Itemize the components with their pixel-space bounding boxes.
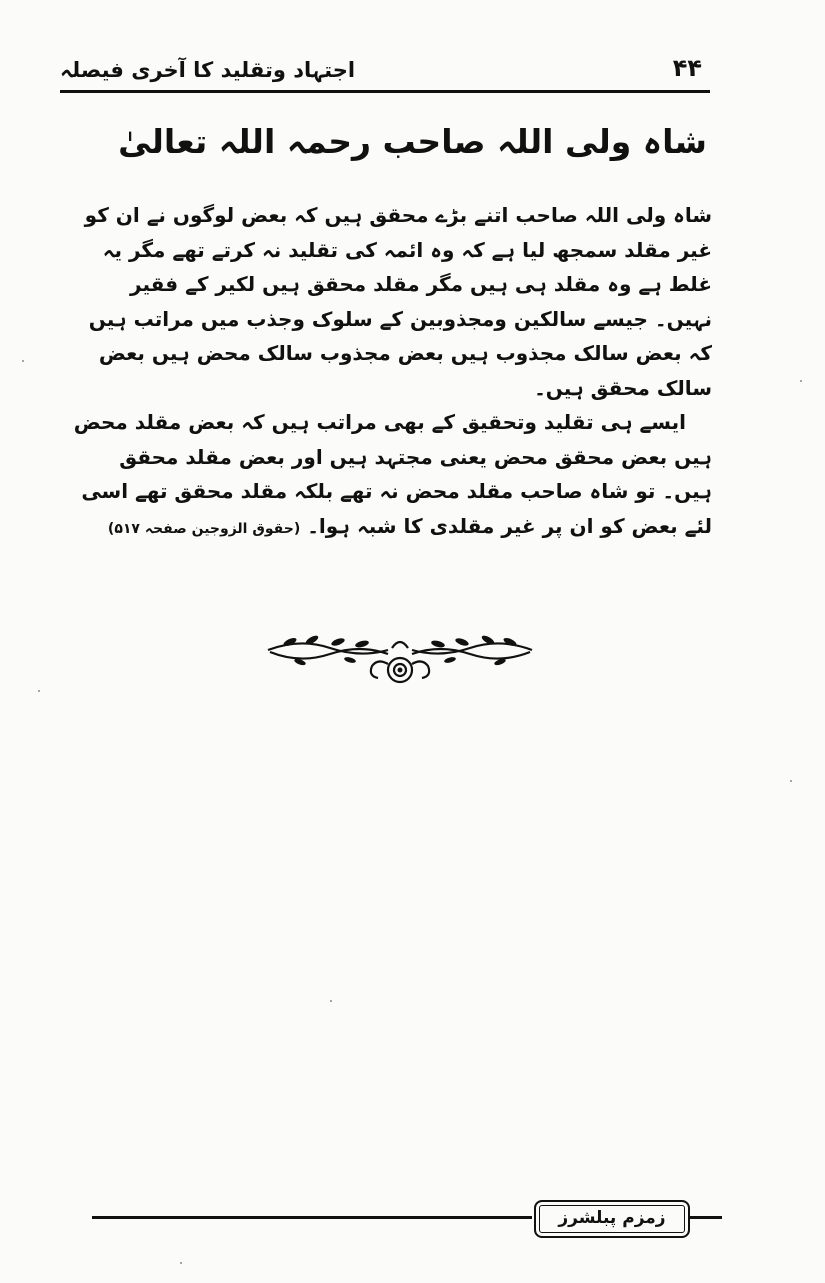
scan-speck: [22, 360, 24, 362]
citation: (حقوق الزوجین صفحہ ۵۱۷): [107, 520, 301, 537]
body-text: [72, 198, 712, 546]
section-heading: شاہ ولی اللہ صاحب رحمہ اللہ تعالیٰ: [118, 122, 707, 161]
page-header: [60, 52, 712, 92]
footer-rule: [92, 1216, 532, 1219]
floral-divider-icon: [260, 628, 540, 688]
scan-speck: [800, 380, 802, 382]
running-title: اجتہاد وتقلید کا آخری فیصلہ: [60, 58, 356, 82]
page-number: ۴۴: [672, 54, 702, 82]
scan-speck: [330, 1000, 332, 1002]
scan-speck: [790, 780, 792, 782]
paragraph-1: شاہ ولی اللہ صاحب اتنے بڑے محقق ہیں کہ بعض لوگوں نے ان کو غیر مقلد سمجھ لیا ہے کہ وہ ائمہ کی تقلید نہ کرتے تھے مگر یہ غلط ہے وہ مقلد ہی ہیں مگر مقلد محقق ہیں لکیر کے فقیر نہیں۔ جیسے سالکین ومجذوبین کے سلوک وجذب میں مراتب ہیں کہ بعض سالک مجذوب ہیں بعض مجذوب سالک محض ہیں بعض سالک محقق ہیں۔: [84, 203, 712, 400]
publisher-badge: زمزم پبلشرز: [534, 1200, 690, 1238]
footer-rule-end: [690, 1216, 722, 1219]
paragraph-2: [72, 405, 712, 546]
paragraph-2-text: ایسے ہی تقلید وتحقیق کے بھی مراتب ہیں کہ بعض مقلد محض ہیں بعض محقق محض یعنی مجتہد ہیں اور بعض مقلد محقق ہیں۔ تو شاہ صاحب مقلد محض نہ تھے بلکہ مقلد محقق تھے اسی لئے بعض کو ان پر غیر مقلدی کا شبہ ہوا۔: [73, 410, 712, 538]
scan-speck: [180, 1262, 182, 1264]
scan-speck: [38, 690, 40, 692]
header-rule: [60, 90, 710, 93]
